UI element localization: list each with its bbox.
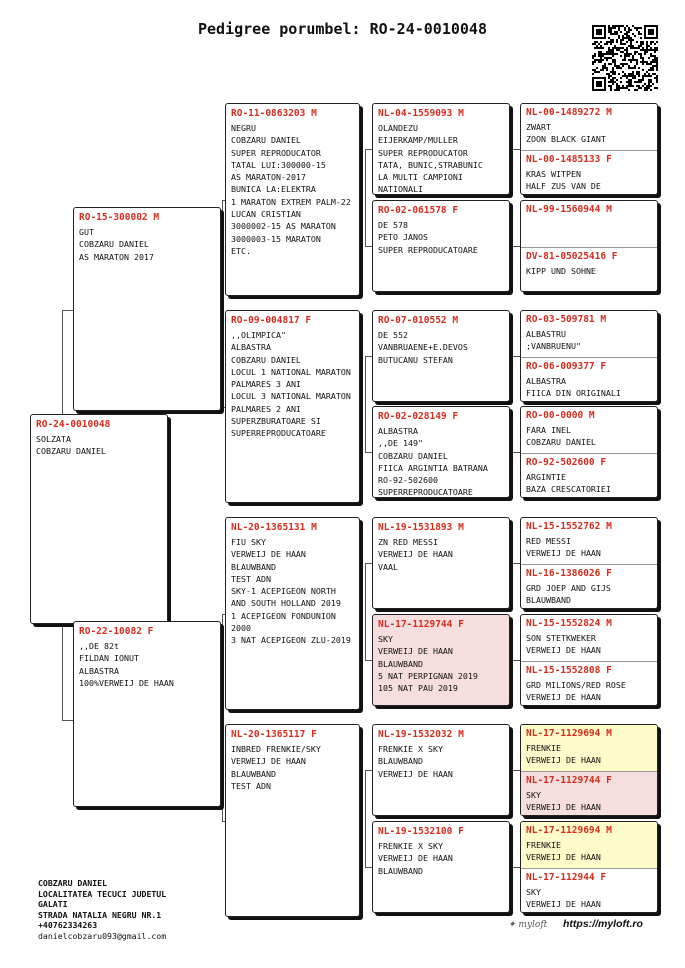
ring-number: NL-17-1129744 F [526, 775, 612, 786]
ring-number: NL-17-112944 F [526, 872, 607, 883]
pigeon-card-gen3 [372, 724, 510, 816]
connector-line [62, 624, 63, 720]
detail-line: VERWEIJ DE HAAN [526, 548, 601, 559]
pigeon-card-gen4 [521, 822, 657, 868]
breeder-address-line: LOCALITATEA TECUCI JUDETUL [38, 888, 167, 899]
ring-number: NL-15-1552824 M [526, 618, 612, 629]
pigeon-card-gen4-pair [520, 406, 658, 498]
detail-line: TATA, BUNIC,STRABUNIC [378, 159, 483, 170]
ring-number: NL-00-1485133 F [526, 154, 612, 165]
detail-line: VERWEIJ DE HAAN [526, 645, 601, 656]
detail-line: TATAL LUI:300000-15 [231, 159, 326, 170]
connector-line [365, 563, 366, 660]
connector-line [62, 720, 73, 721]
detail-line: ARGINTIE [526, 472, 566, 482]
breeder-phone: +40762334263 [38, 920, 98, 930]
detail-line: ALBASTRA [526, 376, 566, 386]
ring-number: RO-03-509781 M [526, 314, 607, 325]
detail-line: TEST ADN [231, 573, 271, 584]
detail-line: 3 NAT ACEPIGEON ZLU-2019 [231, 635, 351, 646]
detail-line: FIICA DIN ORIGINALI [526, 388, 621, 399]
detail-line: GRD MILIONS/RED ROSE [526, 680, 626, 690]
detail-line: BUNICA LA:ELEKTRA [231, 184, 316, 195]
ring-number: NL-17-1129694 M [526, 825, 612, 836]
connector-line [365, 452, 372, 453]
pigeon-card-gen4-pair [520, 200, 658, 292]
pigeon-details [521, 741, 657, 767]
pigeon-details [373, 328, 509, 366]
pigeon-card-gen2 [225, 310, 360, 503]
ring-number: DV-81-05025416 F [526, 251, 618, 262]
connector-line [365, 356, 366, 452]
detail-line: ,,OLIMPICA" [231, 330, 286, 340]
connector-line [62, 310, 73, 311]
detail-line: BLAUWBAND [526, 595, 571, 606]
pigeon-card-gen4 [521, 564, 657, 609]
detail-line: 5 NAT PERPIGNAN 2019 [378, 670, 478, 681]
connector-line [513, 452, 520, 453]
connector-line [365, 563, 372, 564]
pigeon-details [226, 742, 359, 792]
detail-line: LOCUL 3 NATIONAL MARATON [231, 391, 351, 402]
ring-number: NL-17-1129744 F [378, 619, 464, 630]
pigeon-card-gen3 [372, 821, 510, 913]
detail-line: 3000003-15 MARATON [231, 233, 321, 244]
connector-line [365, 149, 366, 246]
breeder-address-line: GALATI [38, 899, 68, 909]
detail-line: AS MARATON-2017 [231, 172, 306, 183]
detail-line: HALF ZUS VAN DE [526, 181, 601, 192]
detail-line: VERWEIJ DE HAAN [378, 768, 453, 779]
ring-number: NL-19-1532032 M [378, 729, 464, 740]
ring-number: RO-11-0863203 M [231, 108, 317, 119]
detail-line: SKY [378, 634, 393, 644]
connector-line [513, 149, 520, 150]
detail-line: SOLZATA [36, 434, 71, 444]
ring-number: RO-02-028149 F [378, 411, 459, 422]
ring-number: RO-06-009377 F [526, 361, 607, 372]
qr-code-icon [592, 25, 658, 91]
pigeon-card-root [30, 414, 168, 624]
connector-line [365, 149, 372, 150]
pigeon-card-gen2 [225, 724, 360, 917]
detail-line: FRENKIE [526, 840, 561, 850]
detail-line: 1 ACEPIGEON FONDUNION [231, 610, 336, 621]
ring-number: NL-00-1489272 M [526, 107, 612, 118]
detail-line: OLANDEZU [378, 123, 418, 133]
pigeon-details [373, 121, 509, 195]
pigeon-details [226, 535, 359, 647]
pigeon-card-gen4 [521, 518, 657, 564]
pigeon-card-gen2 [225, 517, 360, 710]
ring-number: NL-19-1531893 M [378, 522, 464, 533]
pigeon-card-sire [73, 207, 221, 411]
detail-line: SKY [526, 790, 541, 800]
ring-number: RO-09-004817 F [231, 315, 312, 326]
connector-line [365, 356, 372, 357]
detail-line: ,,DE 82t [79, 641, 119, 651]
pigeon-card-gen4-pair [520, 310, 658, 402]
pigeon-details [521, 264, 657, 277]
detail-line: SUPERREPRODUCATOARE [231, 428, 326, 439]
pigeon-card-gen3 [372, 200, 510, 292]
detail-line: RO-92-502600 [378, 475, 438, 486]
pigeon-details [373, 218, 509, 256]
pigeon-details [373, 535, 509, 573]
pigeon-card-gen4 [521, 868, 657, 913]
detail-line: VERWEIJ DE HAAN [526, 852, 601, 863]
pigeon-card-gen3 [372, 406, 510, 498]
detail-line: VANBRUAENE+E.DEVOS [378, 342, 468, 353]
detail-line: DE 552 [378, 330, 408, 340]
ring-number: NL-20-1365131 M [231, 522, 317, 533]
pigeon-details [521, 374, 657, 400]
pigeon-details [521, 327, 657, 353]
detail-line: SUPER REPRODUCATOR [378, 147, 468, 158]
detail-line: ALBASTRA [231, 342, 271, 353]
pigeon-card-dam [73, 621, 221, 807]
detail-line: KIPP UND SOHNE [526, 266, 596, 276]
pigeon-details [226, 121, 359, 257]
pigeon-card-gen4-pair [520, 821, 658, 913]
detail-line: FARA INEL [526, 425, 571, 435]
detail-line: VERWEIJ DE HAAN [378, 646, 453, 657]
pigeon-card-gen4-pair [520, 103, 658, 195]
detail-line: SKY-1 ACEPIGEON NORTH [231, 586, 336, 597]
detail-line: COBZARU DANIEL [231, 354, 301, 365]
breeder-name: COBZARU DANIEL [38, 878, 108, 888]
pigeon-details [521, 120, 657, 146]
detail-line: COBZARU DANIEL [231, 135, 301, 146]
detail-line: BUTUCANU STEFAN [378, 354, 453, 365]
detail-line: LOCUL 1 NATIONAL MARATON [231, 366, 351, 377]
pigeon-card-gen4 [521, 407, 657, 453]
ring-number: RO-00-0000 M [526, 410, 595, 421]
detail-line: PETO JANOS [378, 232, 428, 243]
pigeon-details [521, 470, 657, 496]
detail-line: 2000 [231, 623, 251, 634]
connector-line [513, 356, 520, 357]
pigeon-card-gen4 [521, 725, 657, 771]
detail-line: RED MESSI [526, 536, 571, 546]
brand-footer [508, 918, 643, 930]
pigeon-card-gen4 [521, 357, 657, 402]
detail-line: AS MARATON 2017 [79, 251, 154, 262]
pigeon-details [521, 581, 657, 607]
detail-line: ;VANBRUENU" [526, 341, 581, 352]
ring-number: RO-15-300002 M [79, 212, 160, 223]
detail-line: VERWEIJ DE HAAN [526, 899, 601, 910]
detail-line: VERWEIJ DE HAAN [231, 756, 306, 767]
myloft-logo: ✦ myloft [508, 920, 548, 930]
detail-line: ZOON BLACK GIANT [526, 134, 606, 145]
detail-line: ALBASTRU [526, 329, 566, 339]
detail-line: BLAUWBAND [378, 658, 423, 669]
pigeon-card-gen4 [521, 661, 657, 706]
pigeon-card-gen4 [521, 453, 657, 498]
ring-number: NL-04-1559093 M [378, 108, 464, 119]
detail-line: COBZARU DANIEL [378, 450, 448, 461]
connector-line [365, 770, 366, 867]
detail-line: BAZA CRESCATORIEI [526, 484, 611, 495]
detail-line: INBRED FRENKIE/SKY [231, 744, 321, 754]
pigeon-card-gen4 [521, 771, 657, 816]
pigeon-details [74, 225, 220, 263]
pigeon-details [521, 631, 657, 657]
pigeon-details [226, 328, 359, 440]
detail-line: ZN RED MESSI [378, 537, 438, 547]
pigeon-details [521, 678, 657, 704]
breeder-address-line: STRADA NATALIA NEGRU NR.1 [38, 909, 162, 920]
pigeon-details [373, 742, 509, 780]
ring-number: NL-15-1552762 M [526, 521, 612, 532]
detail-line: VERWEIJ DE HAAN [526, 802, 601, 813]
pigeon-details [373, 839, 509, 877]
detail-line: KRAS WITPEN [526, 169, 581, 179]
breeder-contact [38, 878, 166, 941]
detail-line: ZWART [526, 122, 551, 132]
detail-line: TEST ADN [231, 780, 271, 791]
detail-line: BLAUWBAND [231, 561, 276, 572]
detail-line: SUPERZBURATOARE SI [231, 416, 321, 427]
pigeon-details [521, 885, 657, 911]
connector-line [513, 563, 520, 564]
pigeon-details [373, 632, 509, 694]
pigeon-card-gen4 [521, 150, 657, 195]
connector-line [513, 867, 520, 868]
pigeon-details [521, 423, 657, 449]
ring-number: RO-92-502600 F [526, 457, 607, 468]
pigeon-details [521, 217, 657, 218]
connector-line [365, 770, 372, 771]
detail-line: LUCAN CRISTIAN [231, 209, 301, 220]
connector-line [365, 867, 372, 868]
detail-line: PALMARES 2 ANI [231, 403, 301, 414]
detail-line: FILDAN IONUT [79, 653, 139, 664]
pigeon-details [521, 838, 657, 864]
page-title: Pedigree porumbel: RO-24-0010048 [198, 20, 487, 38]
detail-line: LA MULTI CAMPIONI [378, 172, 463, 183]
pigeon-card-gen4 [521, 615, 657, 661]
ring-number: NL-20-1365117 F [231, 729, 317, 740]
ring-number: NL-99-1560944 M [526, 204, 612, 215]
detail-line: VERWEIJ DE HAAN [231, 549, 306, 560]
detail-line: SUPER REPRODUCATOR [231, 147, 321, 158]
detail-line: SUPER REPRODUCATOARE [378, 244, 478, 255]
detail-line: ALBASTRA [378, 426, 418, 436]
detail-line: FRENKIE [526, 743, 561, 753]
detail-line: COBZARU DANIEL [36, 446, 106, 457]
pigeon-card-gen3 [372, 517, 510, 609]
pigeon-card-gen4-pair [520, 724, 658, 816]
detail-line: ,,DE 149" [378, 438, 423, 449]
ring-number: RO-24-0010048 [36, 419, 111, 430]
detail-line: VERWEIJ DE HAAN [378, 853, 453, 864]
pigeon-card-gen4 [521, 104, 657, 150]
ring-number: RO-07-010552 M [378, 315, 459, 326]
detail-line: NATIONALI [378, 184, 423, 195]
detail-line: BLAUWBAND [231, 768, 276, 779]
detail-line: BLAUWBAND [378, 756, 423, 767]
detail-line: GRD JOEP AND GIJS [526, 583, 611, 593]
detail-line: 105 NAT PAU 2019 [378, 683, 458, 694]
detail-line: FIU SKY [231, 537, 266, 547]
connector-line [513, 660, 520, 661]
detail-line: SKY [526, 887, 541, 897]
detail-line: VERWEIJ DE HAAN [378, 549, 453, 560]
ring-number: RO-02-061578 F [378, 205, 459, 216]
detail-line: SUPERREPRODUCATOARE [378, 487, 473, 498]
pigeon-details [521, 167, 657, 193]
pigeon-card-gen3 [372, 103, 510, 195]
detail-line: FRENKIE X SKY [378, 841, 443, 851]
connector-line [365, 660, 372, 661]
detail-line: VAAL [378, 561, 398, 572]
detail-line: AND SOUTH HOLLAND 2019 [231, 598, 341, 609]
connector-line [513, 770, 520, 771]
ring-number: NL-19-1532100 F [378, 826, 464, 837]
detail-line: SON STETKWEKER [526, 633, 596, 643]
logo-text: myloft [518, 920, 548, 930]
detail-line: DE 578 [378, 220, 408, 230]
pigeon-card-gen4-pair [520, 517, 658, 609]
connector-line [513, 246, 520, 247]
pigeon-details [373, 424, 509, 498]
detail-line: ETC. [231, 245, 251, 256]
breeder-email: danielcobzaru093@gmail.com [38, 930, 167, 941]
detail-line: EIJERKAMP/MULLER [378, 135, 458, 146]
connector-line [62, 310, 63, 414]
detail-line: FIICA ARGINTIA BATRANA [378, 462, 488, 473]
detail-line: 100%VERWEIJ DE HAAN [79, 677, 174, 688]
ring-number: NL-15-1552808 F [526, 665, 612, 676]
ring-number: NL-17-1129694 M [526, 728, 612, 739]
connector-line [365, 246, 372, 247]
detail-line: COBZARU DANIEL [526, 437, 596, 448]
pigeon-card-gen4 [521, 311, 657, 357]
pigeon-details [31, 432, 167, 458]
detail-line: VERWEIJ DE HAAN [526, 692, 601, 703]
pigeon-details [74, 639, 220, 689]
connector-line [222, 200, 223, 410]
detail-line: ALBASTRA [79, 665, 119, 676]
pigeon-card-gen3 [372, 614, 510, 706]
detail-line: GUT [79, 227, 94, 237]
site-link[interactable]: https://myloft.ro [563, 918, 643, 930]
pigeon-details [521, 788, 657, 814]
connector-line [222, 614, 223, 821]
detail-line: 3000002-15 AS MARATON [231, 221, 336, 232]
detail-line: 1 MARATON EXTREM PALM-22 [231, 196, 351, 207]
pigeon-card-gen2 [225, 103, 360, 296]
detail-line: PALMARES 3 ANI [231, 379, 301, 390]
ring-number: NL-16-1386026 F [526, 568, 612, 579]
pigeon-card-gen4-pair [520, 614, 658, 706]
pigeon-details [521, 534, 657, 560]
detail-line: FRENKIE X SKY [378, 744, 443, 754]
detail-line: NEGRU [231, 123, 256, 133]
detail-line: VERWEIJ DE HAAN [526, 755, 601, 766]
pigeon-card-gen4 [521, 247, 657, 292]
detail-line: BLAUWBAND [378, 865, 423, 876]
ring-number: RO-22-10082 F [79, 626, 154, 637]
pigeon-card-gen4 [521, 201, 657, 247]
pigeon-card-gen3 [372, 310, 510, 402]
detail-line: COBZARU DANIEL [79, 239, 149, 250]
